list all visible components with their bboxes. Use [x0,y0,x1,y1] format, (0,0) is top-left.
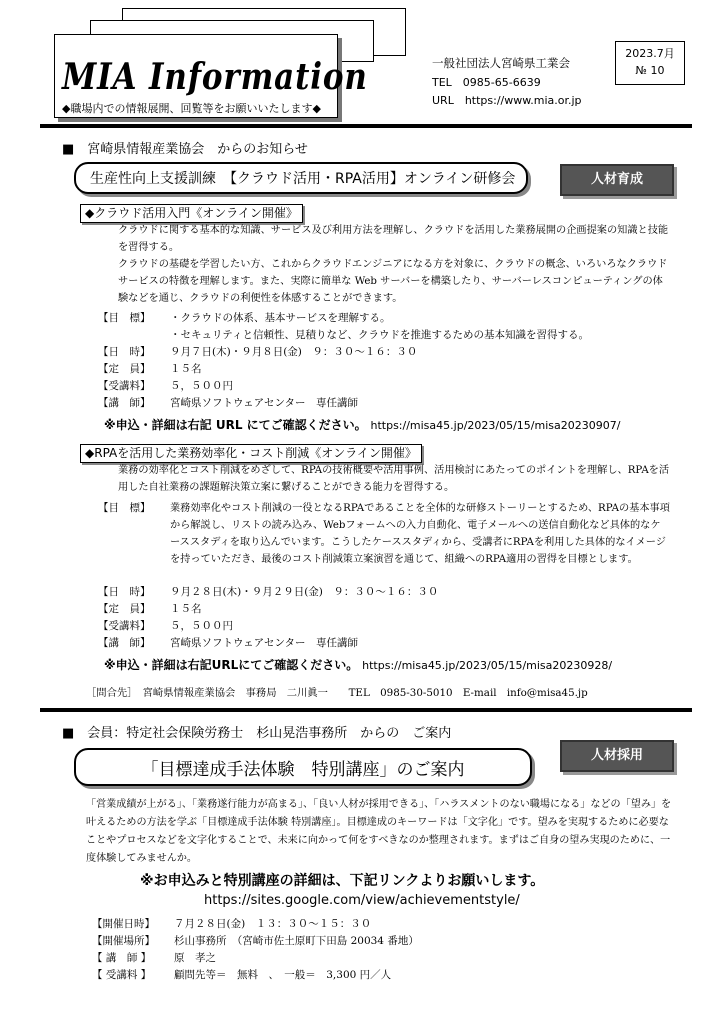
section2-notice: ※お申込みと特別講座の詳細は、下記リンクよりお願いします。 [140,873,545,889]
section2-lecturer: 原 孝之 [174,952,216,964]
section1-heading: ■ 宮崎県情報産業協会 からのお知らせ [62,142,308,157]
organization-url[interactable]: URL https://www.mia.or.jp [432,94,582,107]
section2-venue-label: 【開催場所】 [92,935,155,947]
section2-date: ７月２８日(金) １３：３０～１５：３０ [174,918,372,930]
course1-lecturer-row [98,395,358,412]
course1-goal-row-2 [170,327,589,344]
header-divider [40,124,692,128]
section1-banner-text: 生産性向上支援訓練 【クラウド活用・RPA活用】オンライン研修会 [90,171,516,187]
course1-date-label: 【日 時】 [98,346,151,358]
section2-date-label: 【開催日時】 [92,918,155,930]
organization-tel: TEL 0985-65-6639 [432,76,541,89]
course2-fee: ５，５００円 [170,620,233,632]
course1-lecturer: 宮崎県ソフトウェアセンター 専任講師 [170,397,359,409]
course1-goal-row [98,310,391,327]
course2-lecturer: 宮崎県ソフトウェアセンター 専任講師 [170,637,359,649]
course1-capacity-label: 【定 員】 [98,363,151,375]
section2-venue: 杉山事務所 （宮崎市佐土原町下田島 20034 番地） [174,935,419,947]
course1-description-2: クラウドの基礎を学習したい方、これからクラウドエンジニアになる方を対象に、クラウドの概念、いろいろなクラウドサービスの特徴を理解します。また、実際に簡単な Web サーバーを構築したり、サーバーレスコンピューティングの体験などを通じ、クラウドの利便性を体感することができます。 [118,259,668,304]
course2-date-row [98,584,438,601]
course1-goal-label: 【目 標】 [98,312,151,324]
course2-fee-label: 【受講料】 [98,620,151,632]
course2-lecturer-row [98,635,358,652]
course1-capacity-row [98,361,202,378]
course2-capacity-label: 【定 員】 [98,603,151,615]
section2-fee-label: 【 受講料 】 [92,969,152,981]
course1-note-text: ※申込・詳細は右記 URL にてご確認ください。 [104,418,367,432]
issue-number: № 10 [635,64,665,77]
course1-date-row [98,344,417,361]
course1-capacity: １５名 [170,363,202,375]
course1-description-1: クラウドに関する基本的な知識、サービス及び利用方法を理解し、クラウドを活用した業務展開の企画提案の知識と技能を習得する。 [118,225,669,253]
course1-date: ９月７日(木)・９月８日(金) ９：３０～１６：３０ [170,346,418,358]
course1-fee-row [98,378,233,395]
section2-link[interactable]: https://sites.google.com/view/achievementstyle/ [204,893,520,908]
section1-banner [74,162,528,194]
section-divider [40,708,692,712]
course1-link[interactable]: https://misa45.jp/2023/05/15/misa20230907/ [370,419,621,432]
course2-note-text: ※申込・詳細は右記URLにてご確認ください。 [104,658,359,672]
section2-lecturer-row [92,950,216,967]
section2-banner [74,748,532,786]
course1-goal-2: ・セキュリティと信頼性、見積りなど、クラウドを推進するための基本知識を習得する。 [170,329,589,341]
course1-fee-label: 【受講料】 [98,380,151,392]
section2-heading: ■ 会員：特定社会保険労務士 杉山晃浩事務所 からの ご案内 [62,726,452,741]
course2-date-label: 【日 時】 [98,586,151,598]
section2-date-row [92,916,371,933]
course2-description: 業務の効率化とコスト削減をめざして、RPAの技術概要や活用事例、活用検討にあたってのポイントを理解し、RPAを活用した自社業務の課題解決策立案に繋げることができる能力を習得する。 [118,465,670,493]
section1-contact: ［問合先］ 宮崎県情報産業協会 事務局 二川眞一 TEL 0985-30-5010 E-mail info@misa45.jp [86,687,588,699]
newsletter-title: MIA Information [62,56,368,98]
course2-capacity: １５名 [170,603,202,615]
header-subtitle: ◆職場内での情報展開、回覧等をお願いいたします◆ [62,102,321,115]
section2-description: 「営業成績が上がる」、「業務遂行能力が高まる」、「良い人材が採用できる」、「ハラスメントのない職場になる」などの「望み」を叶えるための方法を学ぶ「目標達成手法体験 特別講座」。目標達成のキーワードは「文字化」です。望みを実現するために必要なことやプロセスなどを文字化することで、未来に向かって何をすべきなのか整理されます。まずはご自身の望み実現のために、一度体験してみませんか。 [86,799,672,864]
course1-apply-note [104,416,620,433]
course2-link[interactable]: https://misa45.jp/2023/05/15/misa20230928/ [362,659,613,672]
course2-capacity-row [98,601,202,618]
course2-fee-row [98,618,233,635]
organization-name: 一般社団法人宮崎県工業会 [432,56,570,70]
course1-fee: ５，５００円 [170,380,233,392]
section1-tag: 人材育成 [560,164,674,196]
course2-title: ◆RPAを活用した業務効率化・コスト削減《オンライン開催》 [80,444,422,463]
section2-tag: 人材採用 [560,740,674,772]
course1-goal-1: ・クラウドの体系、基本サービスを理解する。 [170,312,391,324]
course1-lecturer-label: 【講 師】 [98,397,151,409]
course2-goal: 業務効率化やコスト削減の一役となるRPAであることを全体的な研修ストーリーとするため、RPAの基本事項から解説し、リストの読み込み、Webフォームへの入力自動化、電子メールへの送信自動化など具体的なケーススタディを取り込んでいます。こうしたケーススタディから、受講者にRPAを利用した具体的なイメージを持っていただき、最後のコスト削減策立案演習を通じて、組織へのRPA適用の習得を目標とします。 [170,503,670,565]
issue-box [615,41,685,85]
issue-date: 2023.7月 [625,47,675,60]
course2-goal-row [98,500,670,568]
course2-goal-label: 【目 標】 [98,502,151,514]
section2-fee: 顧問先等＝ 無料 、 一般＝ 3,300 円／人 [174,969,392,981]
course2-lecturer-label: 【講 師】 [98,637,151,649]
section2-venue-row [92,933,419,950]
section2-banner-text: 「目標達成手法体験 特別講座」のご案内 [141,759,465,780]
section2-lecturer-label: 【 講 師 】 [92,952,152,964]
section2-fee-row [92,967,391,984]
course2-date: ９月２８日(木)・９月２９日(金) ９：３０～１６：３０ [170,586,439,598]
course2-apply-note [104,656,612,673]
course1-title: ◆クラウド活用入門《オンライン開催》 [80,204,303,223]
